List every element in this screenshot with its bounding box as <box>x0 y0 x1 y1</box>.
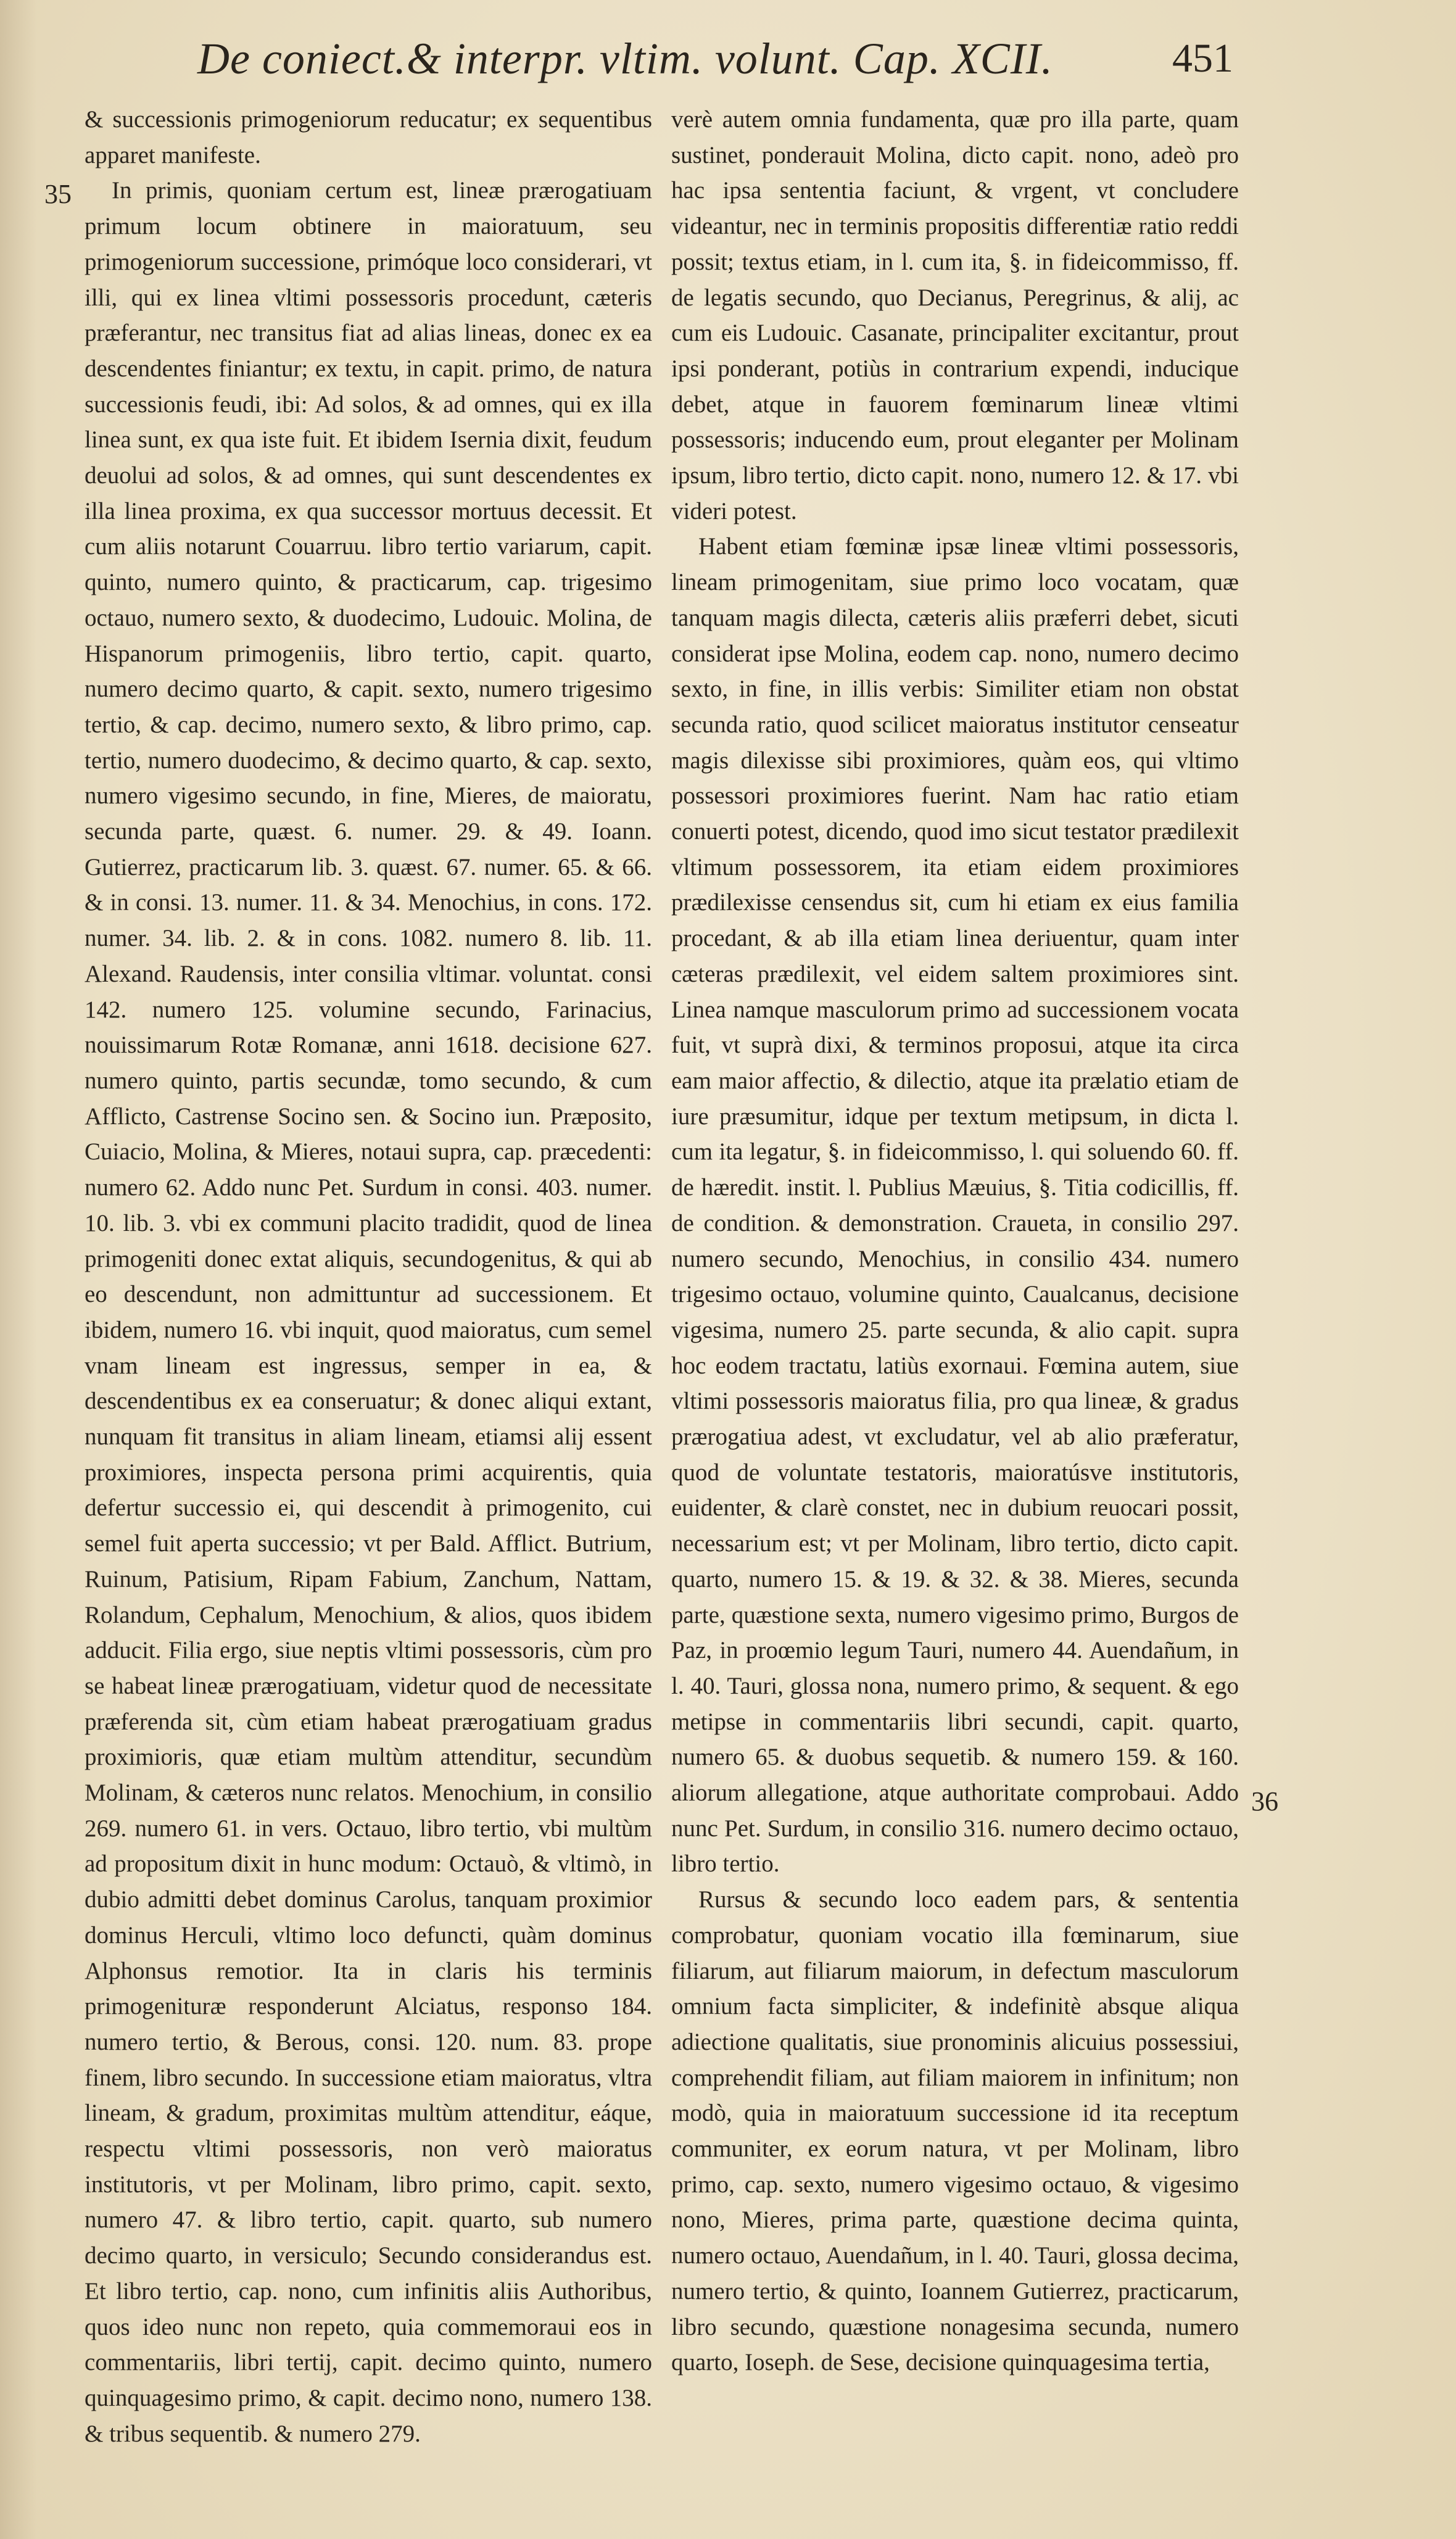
paragraph: & successionis primogeniorum reducatur; ex sequentibus apparet manifeste. <box>85 106 652 168</box>
paragraph: verè autem omnia fundamenta, quæ pro illa parte, quam sustinet, ponderauit Molina, dicto capit. nono, adeò pro hac ipsa sententia faciunt, & vrgent, vt concludere videantur, nec in terminis propositis differentiæ ratio reddi possit; textus etiam, in l. cum ita, §. in fideicommisso, ff. de legatis secundo, quo Decianus, Peregrinus, & alij, ac cum eis Ludouic. Casanate, principaliter excitantur, prout ipsi ponderant, potiùs in contrarium expendi, induciquе debet, atque in fauorem fœminarum lineæ vltimi possessoris; inducendo eum, prout eleganter per Molinam ipsum, libro tertio, dicto capit. nono, numero 12. & 17. vbi videri potest. <box>671 106 1239 524</box>
right-text-column <box>671 102 1239 2483</box>
page-number: 451 <box>1172 36 1233 81</box>
running-header: De coniect.& interpr. vltim. volunt. Cap. XCII. <box>197 34 1053 83</box>
paragraph: In primis, quoniam certum est, lineæ prærogatiuam primum locum obtinere in maioratuum, seu primogeniorum successione, primóque loco considerari, vt illi, qui ex linea vltimi possessoris procedunt, cæteris præferantur, nec transitus fiat ad alias lineas, donec ex ea descendentes finiantur; ex textu, in capit. primo, de natura successionis feudi, ibi: Ad solos, & ad omnes, qui ex illa linea sunt, ex qua iste fuit. Et ibidem Isernia dixit, feudum deuolui ad solos, & ad omnes, qui sunt descendentes ex illa linea proxima, ex qua successor mortuus decessit. Et cum aliis notarunt Couarruu. libro tertio variarum, capit. quinto, numero quinto, & practicarum, cap. trigesimo octauo, numero sexto, & duodecimo, Ludouic. Molina, de Hispanorum primogeniis, libro tertio, capit. quarto, numero decimo quarto, & capit. sexto, numero trigesimo tertio, & cap. decimo, numero sexto, & libro primo, cap. tertio, numero duodecimo, & decimo quarto, & cap. sexto, numero vigesimo secundo, in fine, Mieres, de maioratu, secunda parte, quæst. 6. numer. 29. & 49. Ioann. Gutierrez, practicarum lib. 3. quæst. 67. numer. 65. & 66. & in consi. 13. numer. 11. & 34. Menochius, in cons. 172. numer. 34. lib. 2. & in cons. 1082. numero 8. lib. 11. Alexand. Raudensis, inter consilia vltimar. voluntat. consi 142. numero 125. volumine secundo, Farinacius, nouissimarum Rotæ Romanæ, anni 1618. decisione 627. numero quinto, partis secundæ, tomo secundo, & cum Afflicto, Castrense Socino sen. & Socino iun. Præposito, Cuiacio, Molina, & Mieres, notaui supra, cap. præcedenti: numero 62. Addo nunc Pet. Surdum in consi. 403. numer. 10. lib. 3. vbi ex communi placito tradidit, quod de linea primogeniti donec extat aliquis, secundogenitus, & qui ab eo descendunt, non admittuntur ad successionem. Et ibidem, numero 16. vbi inquit, quod maioratus, cum semel vnam lineam est ingressus, semper in ea, & descendentibus ex ea conseruatur; & donec aliqui extant, nunquam fit transitus in aliam lineam, etiamsi alij essent proximiores, inspecta persona primi acquirentis, quia defertur successio ei, qui descendit à primogenito, cui semel fuit aperta successio; vt per Bald. Afflict. Butrium, Ruinum, Patisium, Ripam Fabium, Zanchum, Nattam, Rolandum, Cephalum, Menochium, & alios, quos ibidem adducit. Filia ergo, siue neptis vltimi possessoris, cùm pro se habeat lineæ prærogatiuam, videtur quod de necessitate præferenda sit, cùm etiam habeat prærogatiuam gradus proximioris, quæ etiam multùm attenditur, secundùm Molinam, & cæteros nunc relatos. Menochium, in consilio 269. numero 61. in vers. Octauo, libro tertio, vbi multùm ad propositum dixit in hunc modum: Octauò, & vltimò, in dubio admitti debet dominus Carolus, tanquam proximior dominus Herculi, vltimo loco defuncti, quàm dominus Alphonsus remotior. Ita in claris his terminis primogenituræ responderunt Alciatus, responso 184. numero tertio, & Berous, consi. 120. num. 83. prope finem, libro secundo. In successione etiam maioratus, vltra lineam, & gradum, proximitas multùm attenditur, eáque, respectu vltimi possessoris, non verò maioratus institutoris, vt per Molinam, libro primo, capit. sexto, numero 47. & libro tertio, capit. quarto, sub numero decimo quarto, in versiculo; Secundo considerandus est. Et libro tertio, cap. nono, cum infinitis aliis Authoribus, quos ideo nunc non repeto, quia commemoraui eos in commentariis, libri tertij, capit. decimo quinto, numero quinquagesimo primo, & capit. decimo nono, numero 138. & tribus sequentib. & numero 279. <box>85 177 652 2447</box>
margin-note-left: 35 <box>44 179 72 209</box>
left-text-column <box>85 102 652 2483</box>
paragraph: Rursus & secundo loco eadem pars, & sententia comprobatur, quoniam vocatio illa fœminarum, siue filiarum, aut filiarum maiorum, in defectum masculorum omnium facta simpliciter, & indefinitè absque aliqua adiectione qualitatis, siue pronominis alicuius possessiui, comprehendit filiam, aut filiam maiorem in infinitum; non modò, quia in maioratuum successione id ita receptum communiter, ex eorum natura, vt per Molinam, libro primo, cap. sexto, numero vigesimo octauo, & vigesimo nono, Mieres, prima parte, quæstione decima quinta, numero octauo, Auendañum, in l. 40. Tauri, glossa decima, numero tertio, & quinto, Ioannem Gutierrez, practicarum, libro secundo, quæstione nonagesima secunda, numero quarto, Ioseph. de Sese, decisione quinquagesima tertia, <box>671 1886 1239 2376</box>
margin-note-right: 36 <box>1251 1786 1278 1816</box>
paragraph: Habent etiam fœminæ ipsæ lineæ vltimi possessoris, lineam primogenitam, siue primo loco vocatam, quæ tanquam magis dilecta, cæteris aliis præferri debet, sicuti considerat ipse Molina, eodem cap. nono, numero decimo sexto, in fine, in illis verbis: Similiter etiam non obstat secunda ratio, quod scilicet maioratus institutor censeatur magis dilexisse sibi proximiores, quàm eos, qui vltimo possessori proximiores fuerint. Nam hac ratio etiam conuerti potest, dicendo, quod imo sicut testator prædilexit vltimum possessorem, ita etiam eidem proximiores prædilexisse censendus sit, cum hi etiam ex eius familia procedant, & ab illa etiam linea deriuentur, quam inter cæteras prædilexit, vel eidem saltem proximiores sint. Linea namque masculorum primo ad successionem vocata fuit, vt suprà dixi, & terminos proposui, atque ita circa eam maior affectio, & dilectio, atque ita prælatio etiam de iure præsumitur, idque per textum metipsum, in dicta l. cum ita legatur, §. in fideicommisso, l. qui soluendo 60. ff. de hæredit. instit. l. Publius Mæuius, §. Titia codicillis, ff. de condition. & demonstration. Craueta, in consilio 297. numero secundo, Menochius, in consilio 434. numero trigesimo octauo, volumine quinto, Caualcanus, decisione vigesima, numero 25. parte secunda, & alio capit. supra hoc eodem tractatu, latiùs exornaui. Fœmina autem, siue vltimi possessoris maioratus filia, pro qua lineæ, & gradus prærogatiua adest, vt excludatur, vel ab alio præferatur, quod de voluntate testatoris, maioratúsve institutoris, euidenter, & clarè constet, nec in dubium reuocari possit, necessarium est; vt per Molinam, libro tertio, dicto capit. quarto, numero 15. & 19. & 32. & 38. Mieres, secunda parte, quæstione sexta, numero vigesimo primo, Burgos de Paz, in proœmio legum Tauri, numero 44. Auendañum, in l. 40. Tauri, glossa nona, numero primo, & sequent. & ego metipse in commentariis libri secundi, capit. quarto, numero 65. & duobus sequetib. & numero 159. & 160. aliorum allegatione, atque authoritate comprobaui. Addo nunc Pet. Surdum, in consilio 316. numero decimo octauo, libro tertio. <box>671 533 1239 1878</box>
binding-shadow <box>0 0 37 2539</box>
